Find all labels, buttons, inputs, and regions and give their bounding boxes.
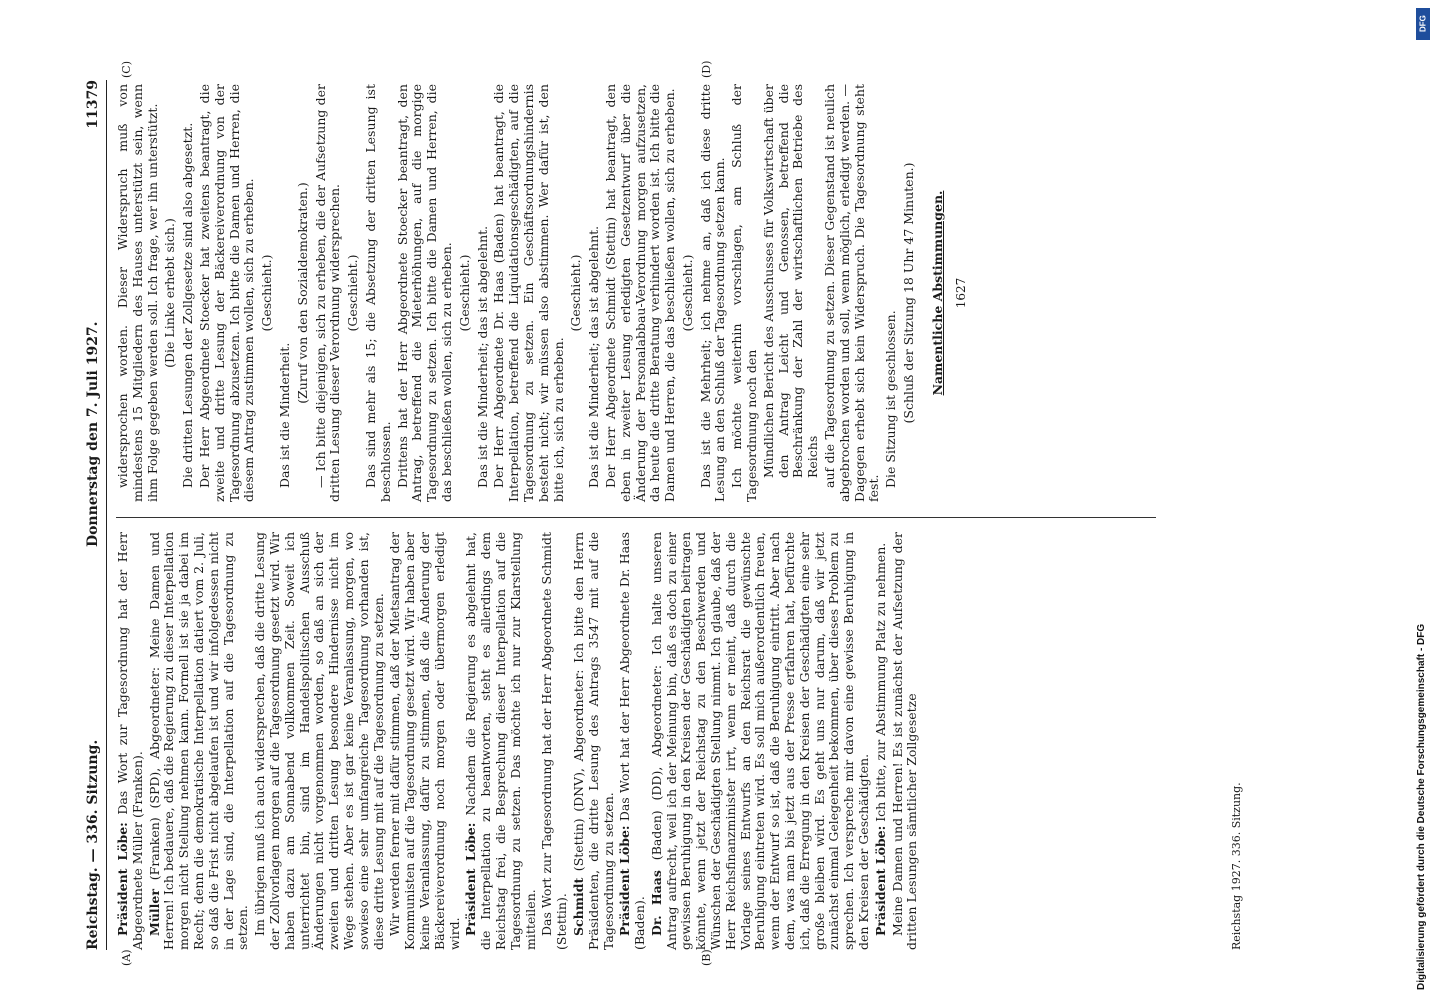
stage-direction: (Geschieht.) [259,254,275,332]
left-paragraph [650,532,872,950]
left-paragraph [116,532,146,950]
paragraph-text: Im übrigen muß ich auch widersprechen, daß die dritte Lesung der Zollvorlagen morgen auf die Tagesordnung gesetzt wird. Wir haben dazu am Sonnabend vollkommen Zeit. Soweit ich unterrichtet bin, sind im Handelspolitischen Ausschuß Änderungen nicht vorgenommen worden, so daß an sich der zweiten und dritten Lesung besondere Hindernisse nicht im Wege stehen. Aber es ist gar keine Veranlassung, morgen, wo sowieso eine sehr umfangreiche Tagesordnung vorhanden ist, diese dritte Lesung mit auf die Tagesordnung zu setzen. [252,532,386,950]
margin-marker-c: (C) [120,61,133,78]
right-paragraph: Mündlichen Bericht des Ausschusses für Volkswirtschaft über den Antrag Leicht und Genossen, betreffend die Beschränkung der Zahl der wirtschaftlichen Betriebe des Reichs [760,84,821,478]
right-paragraph: Der Herr Abgeordnete Schmidt (Stettin) hat beantragt, den eben in zweiter Lesung erledigten Gesetzentwurf über die Änderung der Personalabbau-Verordnung morgen aufzusetzen, da heute die dritte Beratung verhindert worden ist. Ich bitte die Damen und Herren, die das beschließen wollen, sich zu erheben. [602,84,678,502]
left-paragraph [540,532,570,950]
right-paragraph: Ich möchte weiterhin vorschlagen, am Schluß der Tagesordnung noch den [729,84,760,502]
speaker-name: Dr. Haas [648,870,664,936]
left-paragraph [891,532,921,950]
right-paragraph: Drittens hat der Herr Abgeordnete Stoecker beantragt, den Antrag, betreffend die Mieterhöhungen, auf die morgige Tagesordnung zu setzen. Ich bitte die Damen und Herren, die das beschließen wollen, sich zu erheben. [394,84,454,502]
column-divider [116,517,1156,518]
left-paragraph [464,532,538,950]
right-paragraph: Die dritten Lesungen der Zollgesetze sind also abgesetzt. [180,122,196,488]
header-left: Reichstag. — 336. Sitzung. [85,739,101,950]
paragraph-text: (Franken) (SPD), Abgeordneter: Meine Damen und Herren! Ich bedauere, daß die Regierung zu dieser Interpellation morgen nicht Stellung nehmen kann. Formell ist sie ja dabei im Recht; denn die demokratische Interpellation datiert vom 2. Juli, so daß die Frist nicht abgelaufen ist und wir infolgedessen nicht in der Lage sind, die Interpellation auf die Tagesordnung zu setzen. [146,532,251,950]
speaker-name: Müller [146,889,162,936]
speaker-name: Präsident Löbe: [872,825,888,936]
right-paragraph: Der Herr Abgeordnete Dr. Haas (Baden) hat beantragt, die Interpellation, betreffend die Liquidationsgeschädigten, auf die Tagesordnung zu setzen. Ein Geschäftsordnungshindernis besteht nicht; wir müssen also abstimmen. Wer dafür ist, den bitte ich, sich zu erheben. [491,84,566,502]
margin-marker-d: (D) [700,60,713,78]
paragraph-text: Ich bitte, zur Abstimmung Platz zu nehmen. [872,542,888,822]
paragraph-text: Wir werden ferner mit dafür stimmen, daß der Mietsantrag der Kommunisten auf die Tagesordnung gesetzt wird. Wir haben aber keine Veranlassung, dafür zu stimmen, daß die Änderung der Bäckereiverordnung noch morgen oder übermorgen erledigt wird. [387,532,462,950]
page-number: 11379 [85,80,101,129]
left-paragraph [572,532,616,950]
paragraph-text: Das Wort zur Tagesordnung hat der Herr Abgeordnete Müller (Franken). [115,532,145,950]
margin-marker-a: (A) [120,949,133,966]
digitization-credit: Digitalisierung gefördert durch die Deutsche Forschungsgemeinschaft - DFG [1416,623,1427,990]
speaker-name: Schmidt [570,877,586,936]
left-paragraph [253,532,386,950]
speaker-name: Präsident Löbe: [617,825,633,936]
stage-direction: (Die Linke erhebt sich.) [162,218,178,368]
right-paragraph: Das ist die Minderheit; das ist abgelehnt. [474,225,490,488]
page-footer: Reichstag 1927. 336. Sitzung. [1230,782,1243,950]
right-paragraph: Das ist die Mehrheit; ich nehme an, daß ich diese dritte Lesung an den Schluß der Tagesordnung setzen kann. [697,84,728,502]
margin-marker-b: (B) [700,949,713,966]
stage-direction: (Geschieht.) [568,254,584,332]
stage-direction: (Geschieht.) [679,254,695,332]
right-paragraph: widersprochen worden. Dieser Widerspruch muß von mindestens 15 Mitgliedern des Hauses unterstützt sein, wenn ihm Folge gegeben werden soll. Ich frage, wer ihn unterstützt. [115,84,160,502]
stage-direction: (Schluß der Sitzung 18 Uhr 47 Minuten.) [901,162,917,424]
dfg-logo: DFG [1416,8,1430,40]
right-paragraph: — Ich bitte diejenigen, sich zu erheben, die der Aufsetzung der dritten Lesung dieser Verordnung widersprechen. [312,84,343,502]
right-paragraph: Das ist die Minderheit. [276,342,292,488]
left-paragraph [618,532,648,950]
paragraph-text: Das Wort hat der Herr Abgeordnete Dr. Haas (Baden). [617,532,648,950]
left-paragraph [388,532,462,950]
paragraph-text: Das Wort zur Tagesordnung hat der Herr Abgeordnete Schmidt (Stettin). [539,532,570,950]
page-header [80,80,107,950]
right-paragraph: Der Herr Abgeordnete Stoecker hat zweitens beantragt, die zweite und dritte Lesung der Bäckereiverordnung von der Tagesordnung abzusetzen. Ich bitte die Damen und Herren, die diesem Antrag zustimmen wollen, sich zu erheben. [196,84,257,502]
speaker-name: Präsident Löbe: [463,822,479,936]
left-column [116,532,1156,950]
stage-direction: (Geschieht.) [345,254,361,332]
header-date: Donnerstag den 7. Juli 1927. [85,321,101,548]
stage-direction: (Zuruf von den Sozialdemokraten.) [294,182,310,404]
right-paragraph: Die Sitzung ist geschlossen. [883,310,899,488]
left-paragraph [148,532,252,950]
paragraph-text: (Stettin) (DNV), Abgeordneter: Ich bitte den Herrn Präsidenten, die dritte Lesung des Antrags 3547 mit auf die Tagesordnung zu setzen. [570,532,616,950]
speaker-name: Präsident Löbe: [115,822,130,936]
paragraph-text: (Baden) (DD), Abgeordneter: Ich halte unseren Antrag aufrecht, weil ich der Meinung bin, daß es doch zu einer gewissen Beruhigung in den Kreisen der Geschädigten beitragen könnte, wenn jetzt der Reichstag zu den Beschwerden und Wünschen der Geschädigten Stellung nimmt. Ich glaube, daß der Herr Reichsfinanzminister irrt, wenn er meint, daß durch die Vorlage seines Entwurfs an den Reichsrat die gewünschte Beruhigung eintreten wird. Es soll mich außerordentlich freuen, wenn der Entwurf so ist, daß die Beruhigung eintritt. Aber nach dem, was man bis jetzt aus der Presse erfahren hat, befürchte ich, daß die Erregung in den Kreisen der Geschädigten eine sehr große bleiben wird. Es geht uns nur darum, daß wir jetzt zunächst einmal Gelegenheit bekommen, über dieses Problem zu sprechen. Ich verspreche mir davon eine gewisse Beruhigung in den Kreisen der Geschädigten. [648,531,872,950]
paragraph-text: Meine Damen und Herren! Es ist zunächst der Aufsetzung der dritten Lesungen sämtlicher Zollgesetze [889,532,920,950]
page-marker: 1627 [953,277,968,309]
right-paragraph: Das ist die Minderheit; das ist abgelehnt. [586,225,602,488]
document-page [80,60,1280,966]
left-paragraph [874,532,889,950]
section-heading: Namentliche Abstimmungen. [929,190,945,396]
right-paragraph: auf die Tagesordnung zu setzen. Dieser Gegenstand ist neulich abgebrochen worden und soll, wenn möglich, erledigt werden. — Dagegen erhebt sich kein Widerspruch. Die Tagesordnung steht fest. [822,84,882,502]
right-column [116,84,1156,502]
right-paragraph: Das sind mehr als 15; die Absetzung der dritten Lesung ist beschlossen. [362,84,393,502]
stage-direction: (Geschieht.) [456,254,472,332]
paragraph-text: Nachdem die Regierung es abgelehnt hat, die Interpellation zu beantworten, steht es allerdings dem Reichstag frei, die Besprechung dieser Interpellation auf die Tagesordnung zu setzen. Das möchte ich nur zur Klarstellung mitteilen. [463,532,538,950]
